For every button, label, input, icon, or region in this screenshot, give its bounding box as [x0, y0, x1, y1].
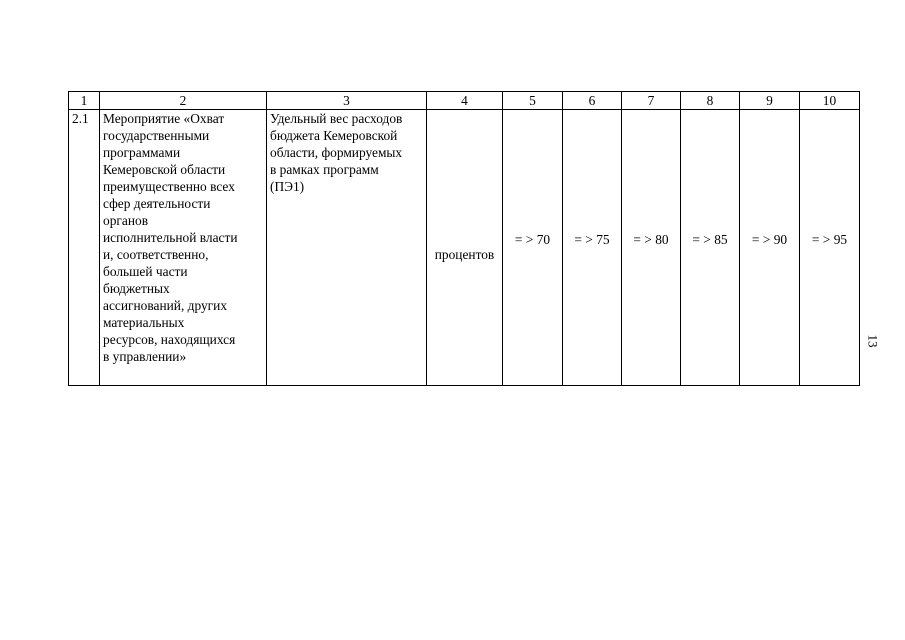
table-row: [69, 110, 860, 386]
row-number-cell: 2.1: [69, 110, 100, 386]
target-value-cell: = > 95: [800, 110, 860, 386]
column-header: 5: [503, 92, 563, 110]
column-header: 3: [267, 92, 427, 110]
table-header-row: [69, 92, 860, 110]
unit-cell: процентов: [427, 110, 503, 386]
column-header: 9: [740, 92, 800, 110]
target-value-cell: = > 85: [681, 110, 740, 386]
target-value-cell: = > 75: [563, 110, 622, 386]
indicators-table: [68, 91, 860, 386]
indicator-text: Удельный вес расходов бюджета Кемеровской области, формируемых в рамках программ (ПЭ1): [270, 111, 403, 194]
event-cell: [100, 110, 267, 386]
column-header: 8: [681, 92, 740, 110]
column-header: 1: [69, 92, 100, 110]
indicator-cell: [267, 110, 427, 386]
target-value-cell: = > 70: [503, 110, 563, 386]
column-header: 6: [563, 92, 622, 110]
column-header: 10: [800, 92, 860, 110]
column-header: 4: [427, 92, 503, 110]
event-text: Мероприятие «Охват государственными программами Кемеровской области преимущественно всех сфер деятельности органов исполнительной власти и, соответственно, большей части бюджетных ассигнований, других материальных ресурсов, находящихся в управлении»: [103, 111, 238, 364]
page-number: 13: [865, 334, 881, 348]
target-value-cell: = > 80: [622, 110, 681, 386]
target-value-cell: = > 90: [740, 110, 800, 386]
column-header: 7: [622, 92, 681, 110]
column-header: 2: [100, 92, 267, 110]
